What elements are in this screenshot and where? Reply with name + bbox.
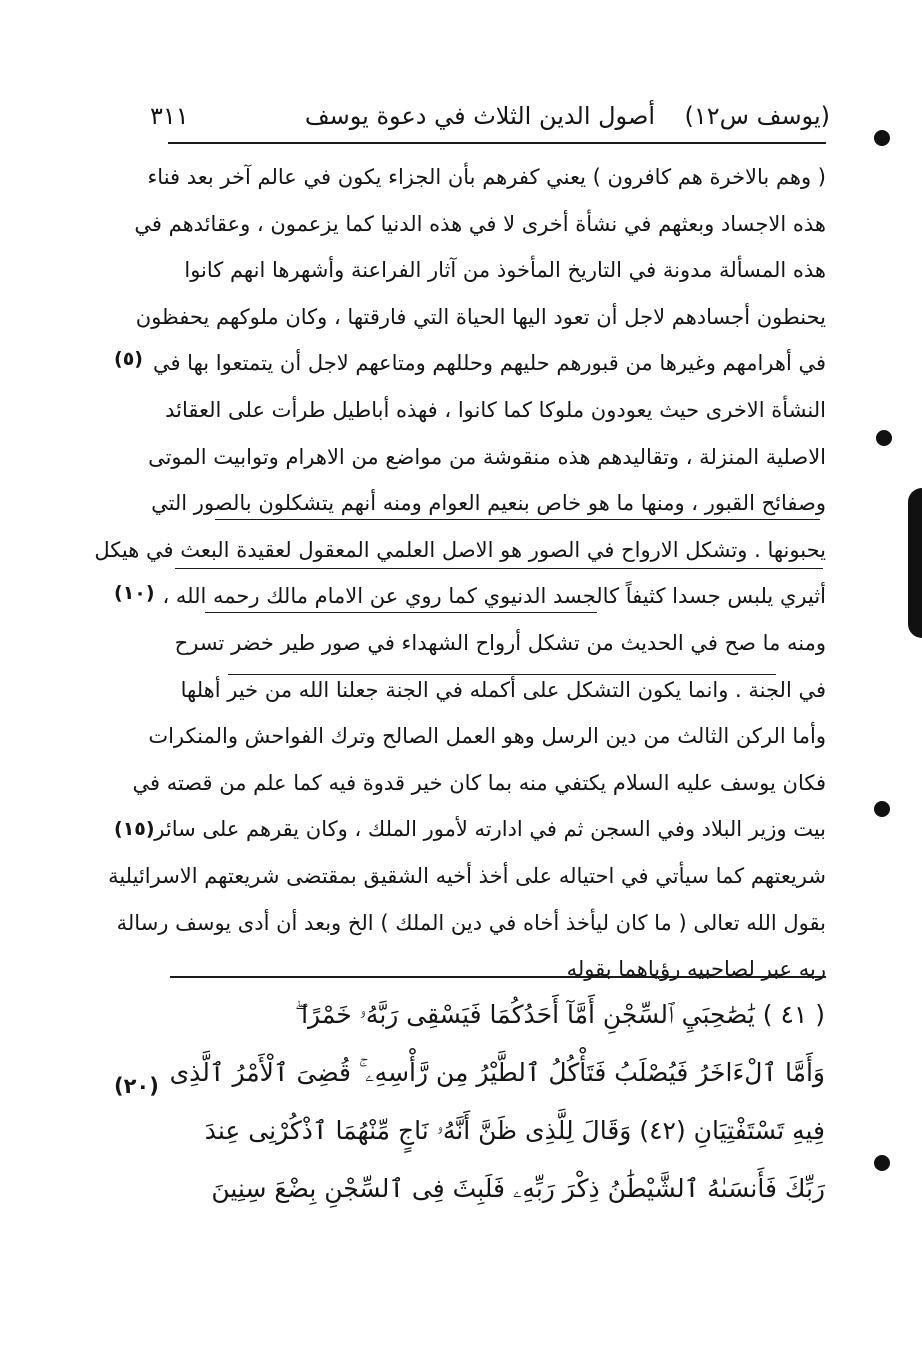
page-number: ٣١١: [150, 102, 189, 130]
text-line: ربه عبر لصاحبيه رؤياهما بقوله: [566, 957, 826, 982]
header-title: أصول الدين الثلاث في دعوة يوسف: [304, 102, 655, 130]
verse-line: وَأَمَّا ٱلْءَاخَرُ فَيُصْلَبُ فَتَأْكُلُ ٱلطَّيْرُ مِن رَّأْسِهِۦ ۚ قُضِىَ ٱلْأَمْرُ ٱلَّذِى: [169, 1058, 825, 1087]
text-line: هذه المسألة مدونة في التاريخ المأخوذ من آثار الفراعنة وأشهرها انهم كانوا: [184, 258, 826, 283]
text-line: بقول الله تعالى ( ما كان ليأخذ أخاه في دين الملك ) الخ وبعد أن أدى يوسف رسالة: [116, 910, 826, 935]
punch-hole-mark: [874, 1155, 890, 1171]
header-rule: [168, 142, 826, 144]
text-line: وأما الركن الثالث من دين الرسل وهو العمل الصالح وترك الفواحش والمنكرات: [148, 724, 826, 749]
text-line: النشأة الاخرى حيث يعودون ملوكا كما كانوا ، فهذه أباطيل طرأت على العقائد: [165, 397, 826, 422]
text-line: يحبونها . وتشكل الارواح في الصور هو الاصل العلمي المعقول لعقيدة البعث في هيكل: [94, 537, 826, 562]
verse-line: فِيهِ تَسْتَفْتِيَانِ (٤٢) وَقَالَ لِلَّذِى ظَنَّ أَنَّهُۥ نَاجٍ مِّنْهُمَا ٱذْكُرْنِى عِندَ: [204, 1116, 825, 1145]
text-line: فكان يوسف عليه السلام يكتفي منه بما كان خير قدوة فيه كما علم من قصته في: [132, 770, 826, 795]
text-line: وصفائح القبور ، ومنها ما هو خاص بنعيم العوام ومنه أنهم يتشكلون بالصور التي: [151, 491, 826, 516]
text-line: ومنه ما صح في الحديث من تشكل أرواح الشهداء في صور طير خضر تسرح: [174, 630, 826, 655]
verse-line: رَبِّكَ فَأَنسَىٰهُ ٱلشَّيْطَٰنُ ذِكْرَ رَبِّهِۦ فَلَبِثَ فِى ٱلسِّجْنِ بِضْعَ سِنِينَ: [211, 1174, 825, 1203]
text-line: في أهرامهم وغيرها من قبورهم حليهم وحللهم ومتاعهم لاجل أن يتمتعوا بها في: [152, 351, 826, 376]
margin-line-number: (٢٠): [114, 1074, 159, 1098]
text-line: الاصلية المنزلة ، وتقاليدهم هذه منقوشة من مواضع من الاهرام وتوابيت الموتى: [148, 444, 826, 469]
text-line: شريعتهم كما سيأتي في احتياله على أخذ أخيه الشقيق بمقتضى شريعتهم الاسرائيلية: [108, 863, 826, 888]
text-line: ( وهم بالاخرة هم كافرون ) يعني كفرهم بأن الجزاء يكون في عالم آخر بعد فناء: [147, 165, 826, 189]
quran-verse-text: [145, 986, 825, 1218]
underline-rule: [228, 674, 776, 675]
text-line: أثيري يلبس جسدا كثيفاً كالجسد الدنيوي كما روي عن الامام مالك رحمه الله ،: [162, 584, 826, 609]
margin-line-number: (١٠): [114, 582, 155, 604]
underline-rule: [175, 568, 823, 569]
verse-line: ( ٤١ ) يَٰصَٰحِبَيِ ٱلسِّجْنِ أَمَّآ أَحَدُكُمَا فَيَسْقِى رَبَّهُۥ خَمْرًا ۖ: [294, 1000, 825, 1029]
text-line: هذه الاجساد وبعثهم في نشأة أخرى لا في هذه الدنيا كما يزعمون ، وعقائدهم في: [134, 211, 826, 236]
text-line: يحنطون أجسادهم لاجل أن تعود اليها الحياة التي فارقتها ، وكان ملوكهم يحفظون: [135, 304, 826, 329]
punch-hole-mark: [874, 801, 890, 817]
punch-hole-mark: [874, 130, 890, 146]
text-line: في الجنة . وانما يكون التشكل على أكمله في الجنة جعلنا الله من خير أهلها: [180, 677, 826, 702]
section-rule: [170, 976, 826, 978]
underline-rule: [215, 519, 820, 520]
underline-rule: [205, 612, 597, 613]
margin-line-number: (٥): [114, 348, 143, 370]
header-surah-reference: (يوسف س١٢): [684, 102, 830, 130]
binding-edge-shadow: [908, 488, 922, 638]
text-line: بيت وزير البلاد وفي السجن ثم في ادارته لأمور الملك ، وكان يقرهم على سائر: [154, 817, 826, 842]
running-header: [150, 96, 830, 136]
margin-line-number: (١٥): [114, 818, 155, 840]
punch-hole-mark: [876, 430, 892, 446]
